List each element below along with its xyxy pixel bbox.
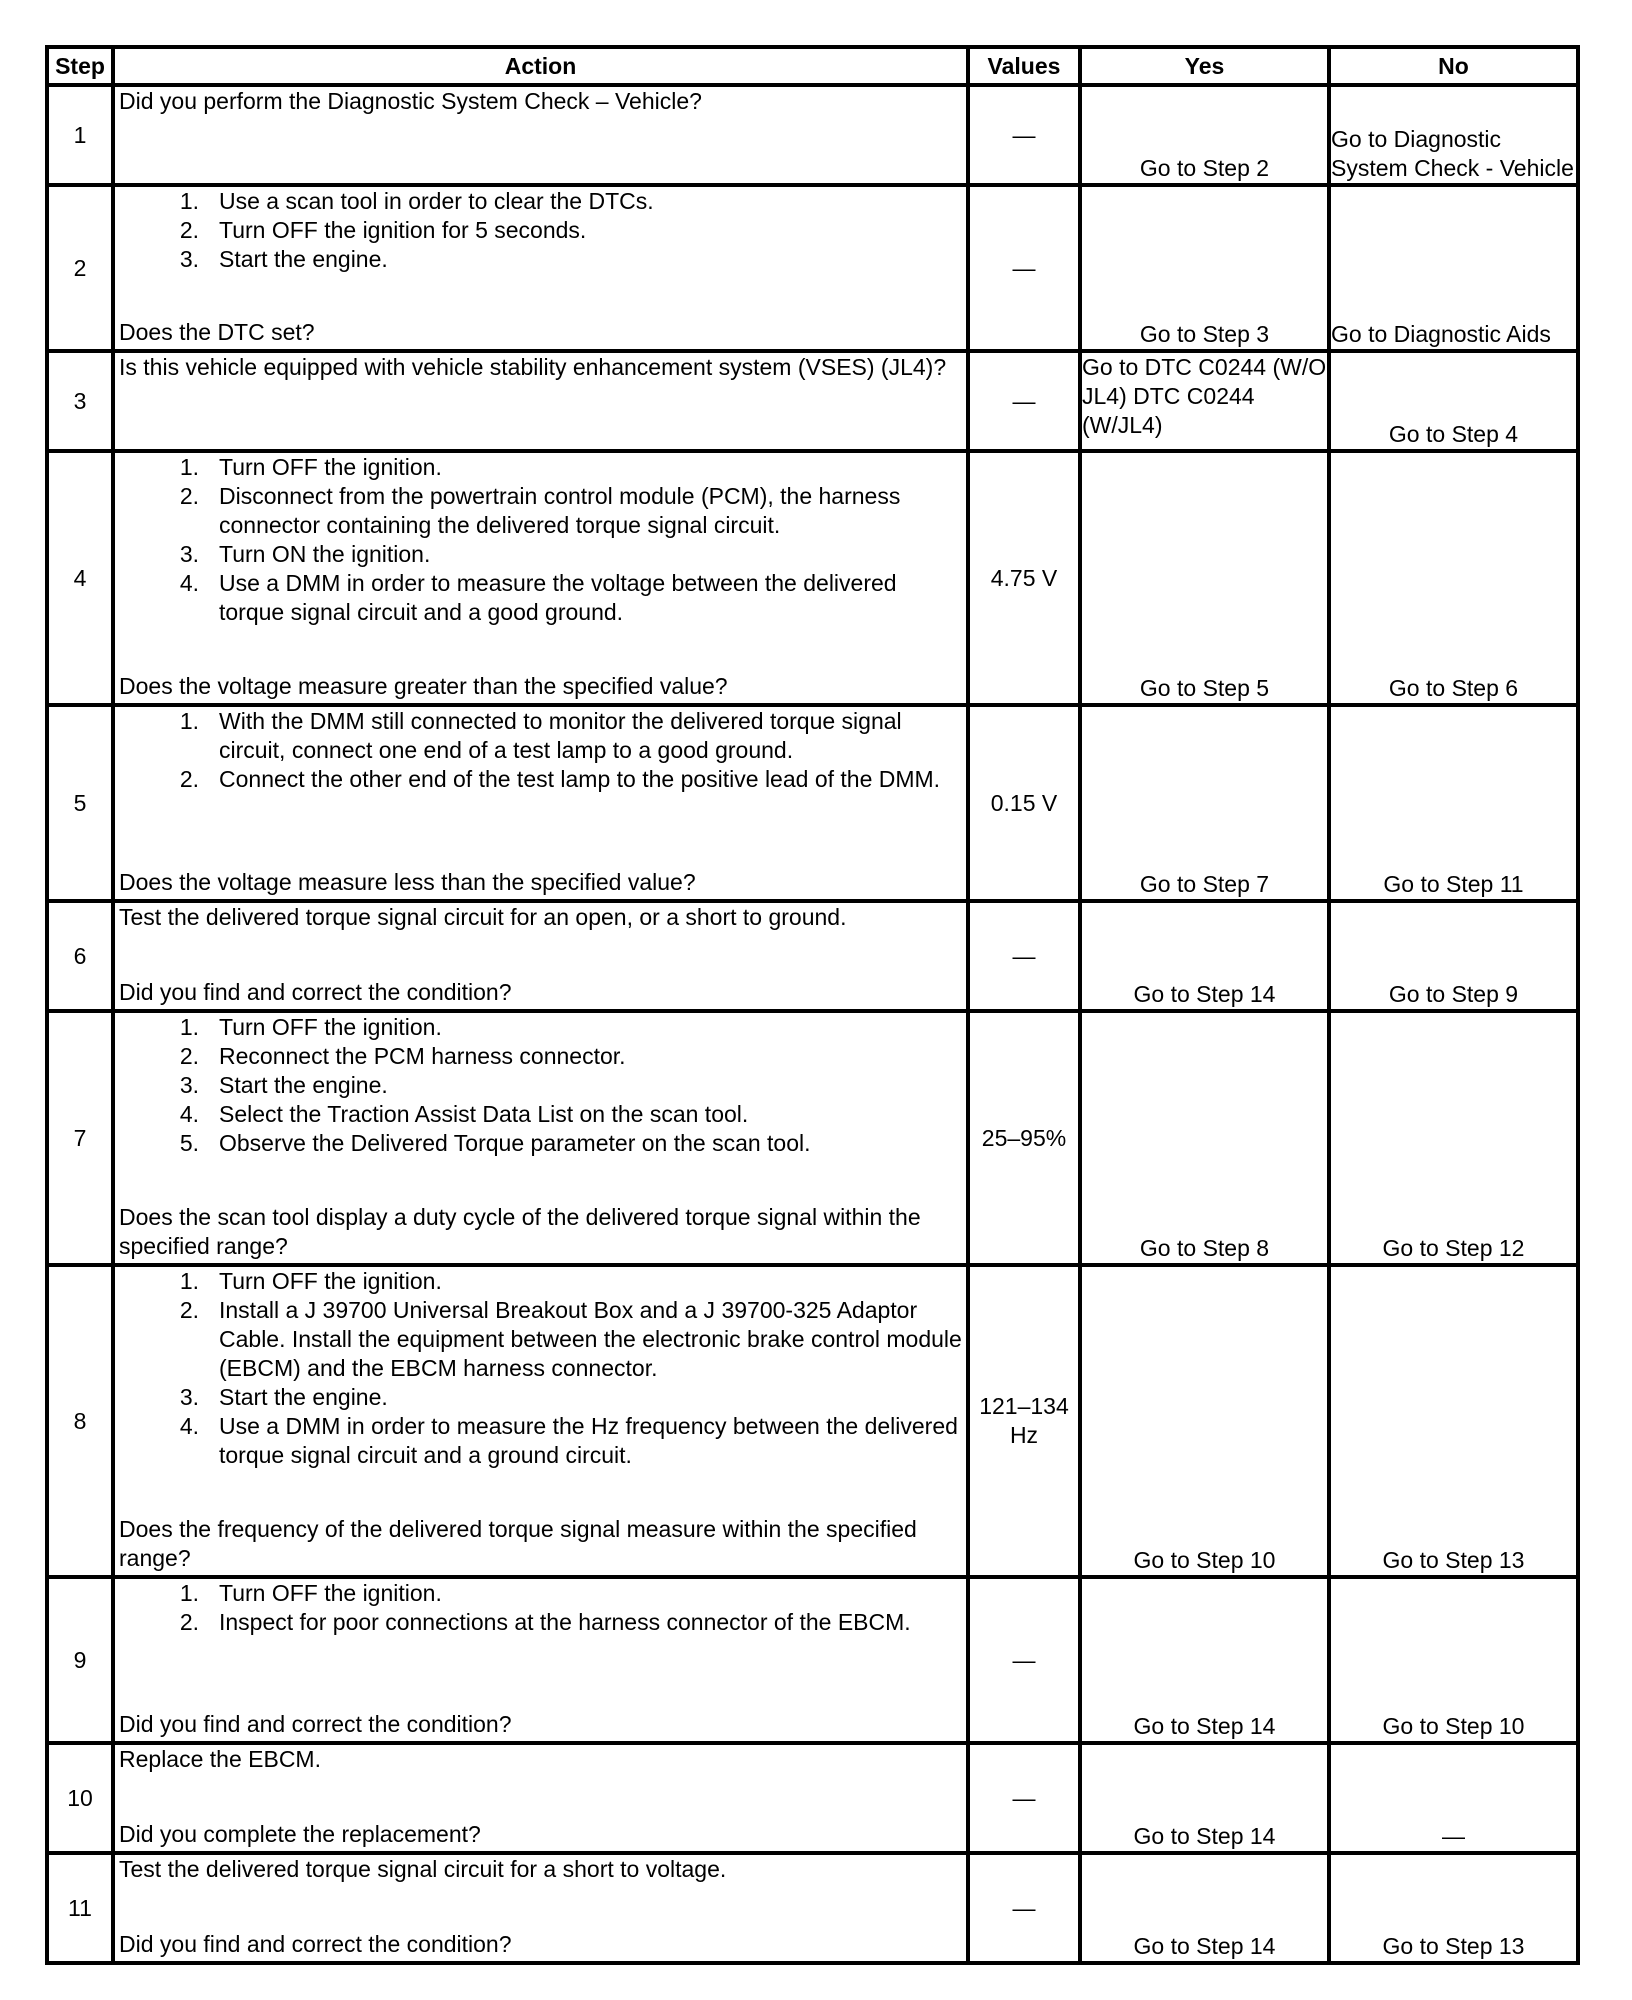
action-cell <box>113 451 968 705</box>
action-step: 1 . Turn OFF the ignition. <box>119 1267 962 1296</box>
action-steps <box>119 187 962 274</box>
yes-result: Go to Step 14 <box>1080 901 1329 1011</box>
no-result: Go to Step 6 <box>1329 451 1578 705</box>
spec-value: — <box>968 1743 1080 1853</box>
action-step: 5 . Observe the Delivered Torque parameter on the scan tool. <box>119 1129 962 1158</box>
no-result: Go to Step 11 <box>1329 705 1578 901</box>
yes-result: Go to Step 7 <box>1080 705 1329 901</box>
table-row <box>47 1011 1578 1265</box>
yes-result: Go to Step 8 <box>1080 1011 1329 1265</box>
table-row <box>47 351 1578 451</box>
action-question: Does the voltage measure greater than the specified value? <box>119 673 728 699</box>
no-result: Go to Step 13 <box>1329 1265 1578 1577</box>
action-step: 3 . Start the engine. <box>119 1383 962 1412</box>
diagnostic-table <box>45 45 1580 1965</box>
action-question: Did you find and correct the condition? <box>119 979 512 1005</box>
action-question: Did you find and correct the condition? <box>119 1711 512 1737</box>
no-result: Go to Diagnostic Aids <box>1329 185 1578 351</box>
table-row <box>47 901 1578 1011</box>
action-step: 2 . Disconnect from the powertrain control module (PCM), the harness connector containing the delivered torque signal circuit. <box>119 482 962 540</box>
step-number: 3 <box>47 351 113 451</box>
action-cell <box>113 1265 968 1577</box>
spec-value: 25–95% <box>968 1011 1080 1265</box>
action-step: 1 . Turn OFF the ignition. <box>119 453 962 482</box>
table-row <box>47 85 1578 185</box>
action-step: 2 . Install a J 39700 Universal Breakout Box and a J 39700-325 Adaptor Cable. Install the equipment between the electronic brake control module (EBCM) and the EBCM harness connector. <box>119 1296 962 1383</box>
no-result: Go to Step 12 <box>1329 1011 1578 1265</box>
action-step: 2 . Reconnect the PCM harness connector. <box>119 1042 962 1071</box>
action-steps <box>119 453 962 627</box>
header-action: Action <box>113 47 968 85</box>
action-step: 4 . Use a DMM in order to measure the Hz frequency between the delivered torque signal circuit and a ground circuit. <box>119 1412 962 1470</box>
action-cell <box>113 1853 968 1963</box>
spec-value: — <box>968 901 1080 1011</box>
step-number: 8 <box>47 1265 113 1577</box>
action-step: 1 . Turn OFF the ignition. <box>119 1579 962 1608</box>
yes-result: Go to Step 10 <box>1080 1265 1329 1577</box>
spec-value: — <box>968 1853 1080 1963</box>
action-step: 1 . Turn OFF the ignition. <box>119 1013 962 1042</box>
step-number: 11 <box>47 1853 113 1963</box>
action-question: Is this vehicle equipped with vehicle stability enhancement system (VSES) (JL4)? <box>119 354 947 380</box>
yes-result: Go to Step 5 <box>1080 451 1329 705</box>
action-step: 4 . Select the Traction Assist Data List on the scan tool. <box>119 1100 962 1129</box>
spec-value: — <box>968 1577 1080 1743</box>
action-cell <box>113 351 968 451</box>
spec-value: 4.75 V <box>968 451 1080 705</box>
action-cell <box>113 85 968 185</box>
action-step: 3 . Start the engine. <box>119 1071 962 1100</box>
header-no: No <box>1329 47 1578 85</box>
no-result: — <box>1329 1743 1578 1853</box>
action-question: Does the voltage measure less than the specified value? <box>119 869 696 895</box>
table-row <box>47 185 1578 351</box>
action-cell <box>113 901 968 1011</box>
action-steps <box>119 1013 962 1158</box>
step-number: 5 <box>47 705 113 901</box>
action-question: Does the frequency of the delivered torque signal measure within the specified range? <box>119 1516 917 1571</box>
action-step: 3 . Turn ON the ignition. <box>119 540 962 569</box>
action-cell <box>113 705 968 901</box>
action-step: 3 . Start the engine. <box>119 245 962 274</box>
no-result: Go to Step 13 <box>1329 1853 1578 1963</box>
table-row <box>47 1265 1578 1577</box>
action-step: 2 . Turn OFF the ignition for 5 seconds. <box>119 216 962 245</box>
step-number: 7 <box>47 1011 113 1265</box>
action-question: Does the DTC set? <box>119 319 315 345</box>
header-values: Values <box>968 47 1080 85</box>
no-result: Go to Step 4 <box>1329 351 1578 451</box>
action-text: Test the delivered torque signal circuit for an open, or a short to ground. <box>119 904 847 930</box>
spec-value: — <box>968 351 1080 451</box>
step-number: 2 <box>47 185 113 351</box>
no-result: Go to Step 10 <box>1329 1577 1578 1743</box>
yes-result: Go to Step 3 <box>1080 185 1329 351</box>
yes-result: Go to Step 14 <box>1080 1853 1329 1963</box>
action-question: Does the scan tool display a duty cycle of the delivered torque signal within the specified range? <box>119 1204 921 1259</box>
action-step: 4 . Use a DMM in order to measure the voltage between the delivered torque signal circuit and a good ground. <box>119 569 962 627</box>
yes-result: Go to DTC C0244 (W/O JL4) DTC C0244 (W/JL4) <box>1080 351 1329 451</box>
yes-result: Go to Step 2 <box>1080 85 1329 185</box>
no-result: Go to Step 9 <box>1329 901 1578 1011</box>
action-text: Replace the EBCM. <box>119 1746 321 1772</box>
step-number: 4 <box>47 451 113 705</box>
spec-value: — <box>968 85 1080 185</box>
header-yes: Yes <box>1080 47 1329 85</box>
spec-value: — <box>968 185 1080 351</box>
spec-value: 121–134 Hz <box>968 1265 1080 1577</box>
table-row <box>47 705 1578 901</box>
step-number: 10 <box>47 1743 113 1853</box>
step-number: 1 <box>47 85 113 185</box>
action-question: Did you complete the replacement? <box>119 1821 481 1847</box>
yes-result: Go to Step 14 <box>1080 1577 1329 1743</box>
action-cell <box>113 1011 968 1265</box>
action-step: 2 . Connect the other end of the test lamp to the positive lead of the DMM. <box>119 765 962 794</box>
action-steps <box>119 707 962 794</box>
header-row <box>47 47 1578 85</box>
action-cell <box>113 1577 968 1743</box>
spec-value: 0.15 V <box>968 705 1080 901</box>
table-row <box>47 1743 1578 1853</box>
action-question: Did you perform the Diagnostic System Check – Vehicle? <box>119 88 702 114</box>
action-cell <box>113 1743 968 1853</box>
action-step: 2 . Inspect for poor connections at the harness connector of the EBCM. <box>119 1608 962 1637</box>
yes-result: Go to Step 14 <box>1080 1743 1329 1853</box>
action-steps <box>119 1267 962 1470</box>
action-step: 1 . Use a scan tool in order to clear the DTCs. <box>119 187 962 216</box>
action-step: 1 . With the DMM still connected to monitor the delivered torque signal circuit, connect one end of a test lamp to a good ground. <box>119 707 962 765</box>
action-steps <box>119 1579 962 1637</box>
action-cell <box>113 185 968 351</box>
no-result: Go to Diagnostic System Check - Vehicle <box>1329 85 1578 185</box>
step-number: 6 <box>47 901 113 1011</box>
step-number: 9 <box>47 1577 113 1743</box>
table-row <box>47 1577 1578 1743</box>
table-row <box>47 1853 1578 1963</box>
header-step: Step <box>47 47 113 85</box>
action-text: Test the delivered torque signal circuit for a short to voltage. <box>119 1856 727 1882</box>
action-question: Did you find and correct the condition? <box>119 1931 512 1957</box>
table-row <box>47 451 1578 705</box>
